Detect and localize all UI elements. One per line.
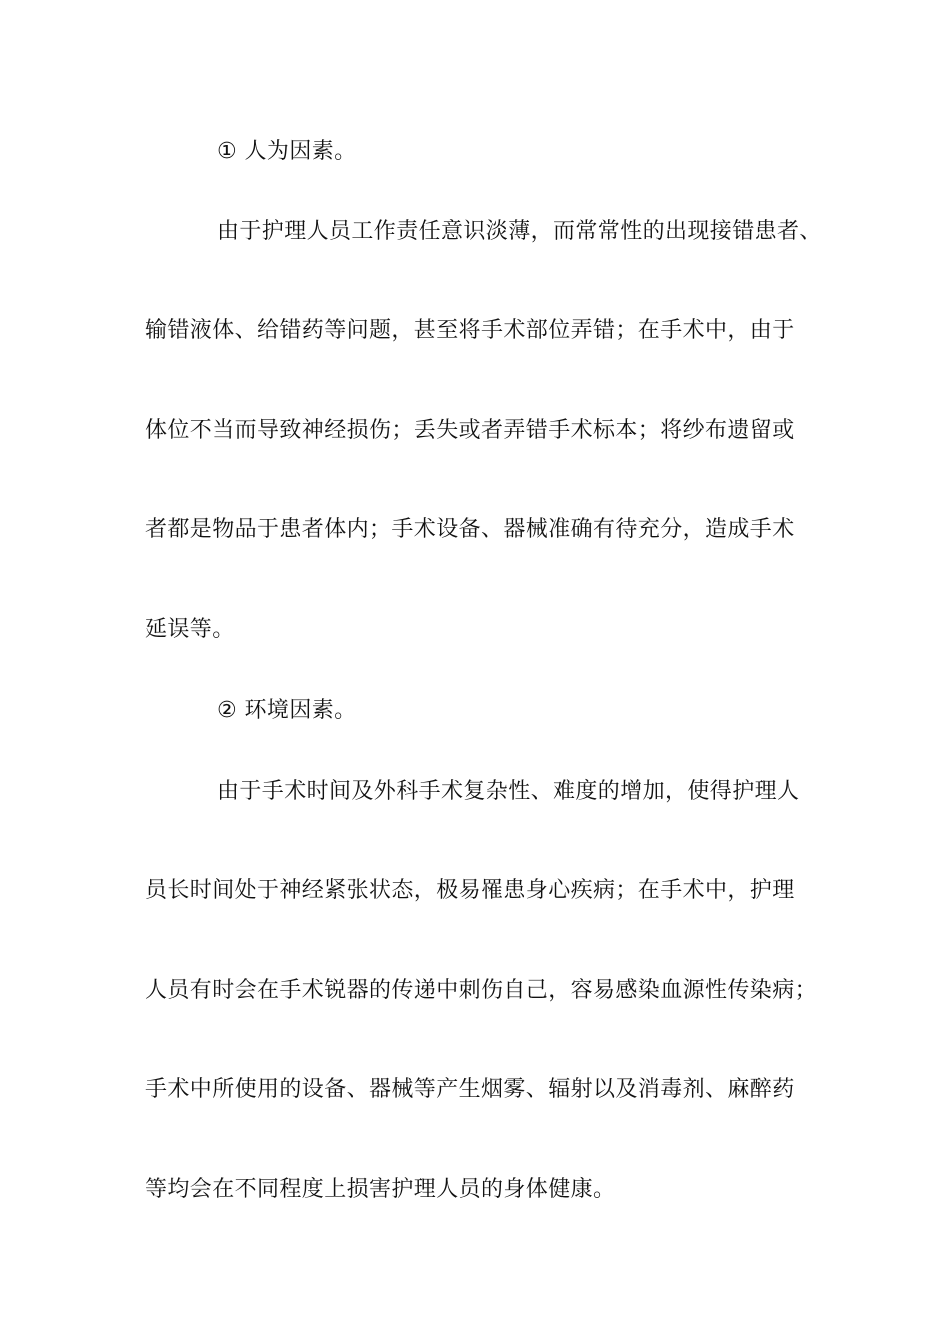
paragraph-line: 员长时间处于神经紧张状态，极易罹患身心疾病；在手术中，护理 [145,878,795,903]
paragraph-line: 由于手术时间及外科手术复杂性、难度的增加，使得护理人 [217,779,800,804]
paragraph-line: 由于护理人员工作责任意识淡薄，而常常性的出现接错患者、 [217,219,822,244]
section-heading-human-factors: ① 人为因素。 [217,139,357,164]
paragraph-line: 等均会在不同程度上损害护理人员的身体健康。 [145,1177,616,1202]
section-heading-environmental-factors: ② 环境因素。 [217,698,357,723]
paragraph-line: 延误等。 [145,617,235,642]
paragraph-line: 输错液体、给错药等问题，甚至将手术部位弄错；在手术中，由于 [145,318,795,343]
paragraph-line: 人员有时会在手术锐器的传递中刺伤自己，容易感染血源性传染病； [145,978,818,1003]
paragraph-line: 手术中所使用的设备、器械等产生烟雾、辐射以及消毒剂、麻醉药 [145,1077,795,1102]
paragraph-line: 者都是物品于患者体内；手术设备、器械准确有待充分，造成手术 [145,517,795,542]
paragraph-line: 体位不当而导致神经损伤；丢失或者弄错手术标本；将纱布遗留或 [145,418,795,443]
